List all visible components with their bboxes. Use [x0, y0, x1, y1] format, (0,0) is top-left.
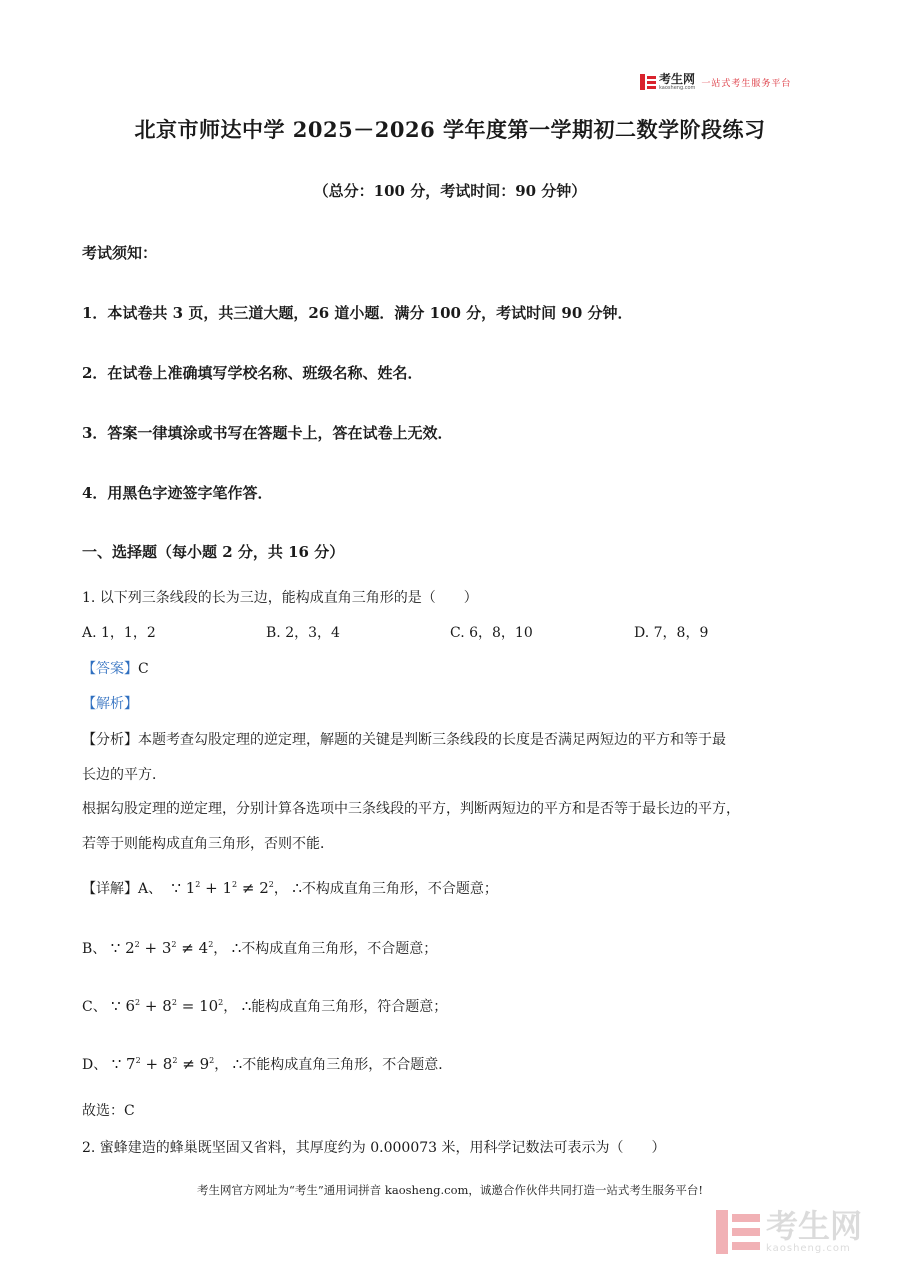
question-2-stem: 2. 蜜蜂建造的蜂巢既坚固又省料，其厚度约为 0.000073 米，用科学记数法可表示为（ ）: [82, 1140, 666, 1156]
kaosheng-logo-icon: [640, 74, 656, 90]
detail-row-c: C、 ∵ $6^2 + 8^2 = 10^2$， ∴能构成直角三角形，符合题意；: [82, 997, 448, 1015]
kaosheng-watermark-icon: [716, 1210, 760, 1254]
math-expression: ∵ $6^2 + 8^2 = 10^2$: [111, 997, 224, 1015]
analysis-tag: 【解析】: [82, 696, 138, 712]
watermark-domain: kaosheng.com: [766, 1243, 851, 1254]
choice-value: C: [124, 1103, 135, 1119]
detail-label: D、: [82, 1057, 108, 1073]
fenxi-text: 本题考查勾股定理的逆定理，解题的关键是判断三条线段的长度是否满足两短边的平方和等于最: [138, 732, 726, 748]
option-c: C. 6，8，10: [450, 625, 533, 641]
header-logo[interactable]: [640, 72, 791, 92]
paragraph-line-1: 根据勾股定理的逆定理，分别计算各选项中三条线段的平方，判断两短边的平方和是否等于最长边的平方，: [82, 801, 740, 817]
fenxi-tag: 【分析】: [82, 732, 138, 748]
question-1-options: [82, 622, 822, 644]
therefore-symbol: ∴: [292, 879, 302, 897]
because-symbol: ∵: [171, 879, 181, 897]
detail-conclusion: 不构成直角三角形，不合题意；: [241, 941, 438, 957]
detail-label: B、: [82, 941, 107, 957]
detail-conclusion: 不构成直角三角形，不合题意；: [301, 881, 498, 897]
option-d: D. 7，8，9: [634, 625, 709, 641]
option-a: A. 1，1，2: [82, 625, 156, 641]
section-heading: 一、选择题（每小题 2 分，共 16 分）: [82, 543, 345, 561]
therefore-symbol: ∴: [231, 939, 242, 957]
detail-row-d: D、 ∵ $7^2 + 8^2 \ne 9^2$， ∴不能构成直角三角形，不合题意．: [82, 1055, 453, 1073]
choice-label: 故选：: [82, 1103, 124, 1119]
paragraph-line-2: 若等于则能构成直角三角形，否则不能．: [82, 836, 334, 852]
math-expression: ∵ $1^2 + 1^2 \ne 2^2$: [171, 879, 274, 897]
exam-title: 北京市师达中学 2025－2026 学年度第一学期初二数学阶段练习: [134, 117, 766, 142]
watermark-name: 考生网: [766, 1207, 863, 1245]
notice-item: 1．本试卷共 3 页，共三道大题，26 道小题．满分 100 分，考试时间 90 分钟．: [82, 304, 633, 322]
fenxi-line-2: 长边的平方．: [82, 767, 166, 783]
detail-row-b: B、 ∵ $2^2 + 3^2 \ne 4^2$， ∴不构成直角三角形，不合题意；: [82, 939, 438, 957]
detail-conclusion: 能构成直角三角形，符合题意；: [251, 999, 448, 1015]
because-symbol: ∵: [110, 939, 121, 957]
logo-domain: kaosheng.com: [659, 85, 696, 91]
answer-value: C: [138, 661, 149, 677]
therefore-symbol: ∴: [232, 1055, 243, 1073]
math-expression: ∵ $7^2 + 8^2 \ne 9^2$: [111, 1055, 215, 1073]
final-choice: [82, 1101, 135, 1121]
notice-item: 4．用黑色字迹签字笔作答．: [82, 484, 273, 502]
detail-label: A、: [138, 881, 163, 897]
notice-heading: 考试须知：: [82, 244, 158, 262]
question-1-stem: 1. 以下列三条线段的长为三边，能构成直角三角形的是（ ）: [82, 590, 478, 606]
therefore-symbol: ∴: [241, 997, 252, 1015]
detail-conclusion: 不能构成直角三角形，不合题意．: [242, 1057, 453, 1073]
exam-subtitle: （总分：100 分，考试时间：90 分钟）: [313, 182, 587, 200]
watermark-wordmark: [766, 1209, 862, 1255]
watermark-logo: [716, 1204, 886, 1260]
fenxi-line-1: [82, 730, 726, 750]
option-b: B. 2，3，4: [266, 625, 340, 641]
logo-slogan: 一站式考生服务平台: [701, 78, 792, 89]
answer-line: [82, 659, 149, 679]
answer-tag: 【答案】: [82, 661, 138, 677]
because-symbol: ∵: [111, 1055, 122, 1073]
detail-tag: 【详解】: [82, 881, 138, 897]
logo-wordmark: [659, 73, 695, 91]
detail-row-a: 【详解】A、 ∵ $1^2 + 1^2 \ne 2^2$， ∴不构成直角三角形，不合题意；: [82, 879, 498, 897]
notice-item: 3．答案一律填涂或书写在答题卡上，答在试卷上无效．: [82, 424, 453, 442]
page-footer: 考生网官方网址为“考生”通用词拼音 kaosheng.com，诚邀合作伙伴共同打造一站式考生服务平台!: [196, 1183, 704, 1197]
detail-label: C、: [82, 999, 107, 1015]
because-symbol: ∵: [111, 997, 121, 1015]
math-expression: ∵ $2^2 + 3^2 \ne 4^2$: [110, 939, 214, 957]
logo-name: 考生网: [659, 72, 696, 86]
notice-item: 2．在试卷上准确填写学校名称、班级名称、姓名．: [82, 364, 423, 382]
